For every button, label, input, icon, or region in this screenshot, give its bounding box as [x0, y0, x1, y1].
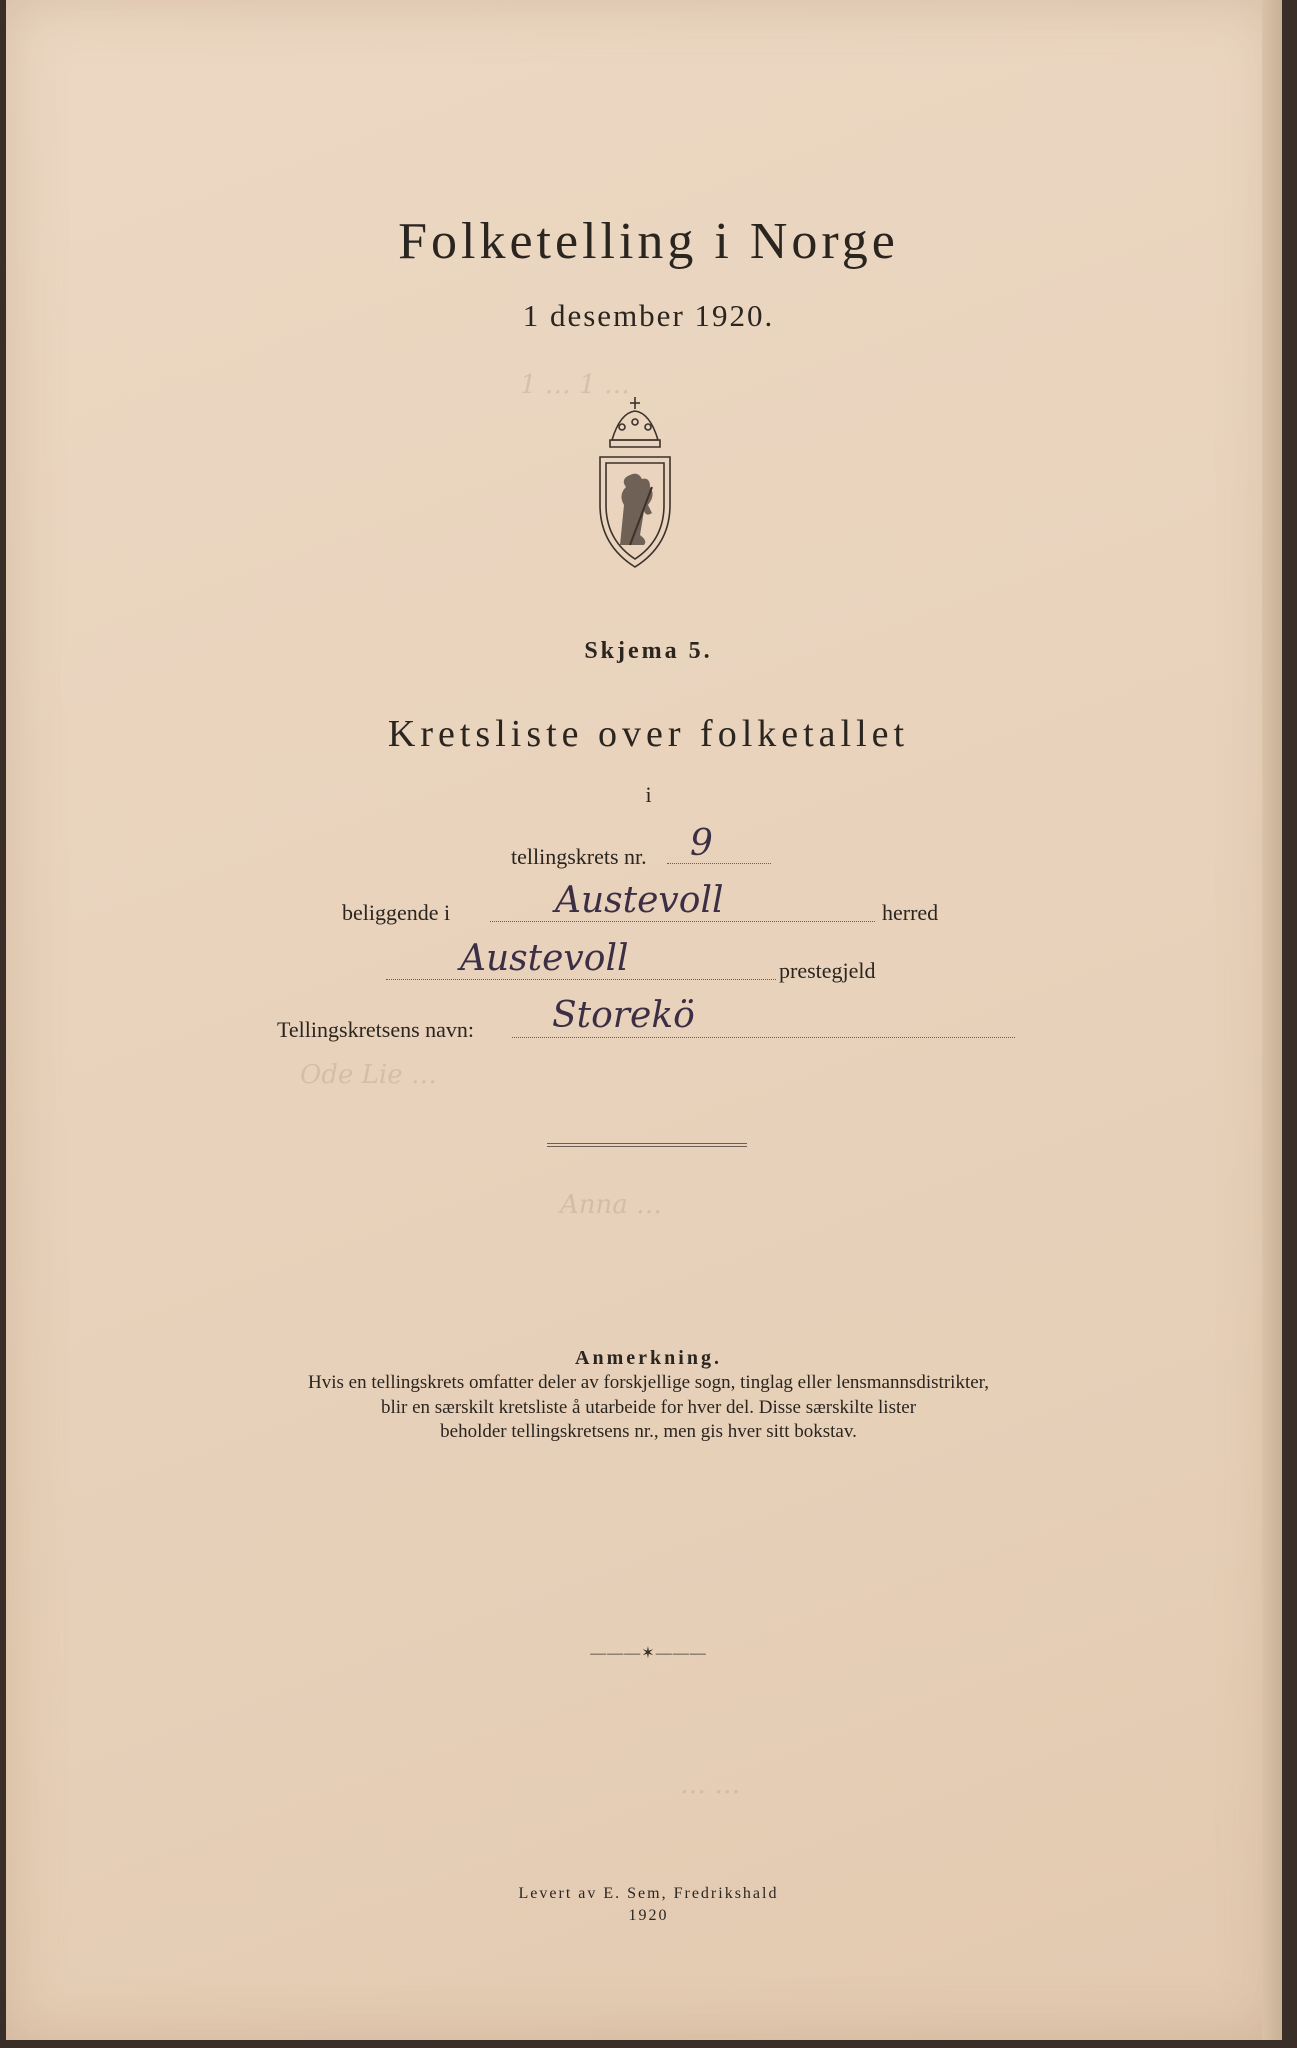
- note-line-2: blir en særskilt kretsliste å utarbeide for hver del. Disse særskilte lister: [380, 1397, 917, 1418]
- schema-number: Skjema 5.: [584, 638, 713, 664]
- prestegjeld-label: prestegjeld: [779, 958, 876, 983]
- divider-rule: [547, 1146, 747, 1147]
- krets-number-label: tellingskrets nr.: [511, 844, 647, 869]
- ornament-divider: ———✶———: [590, 1645, 707, 1662]
- krets-number-line: [667, 862, 771, 864]
- krets-name-value: Storekö: [552, 995, 695, 1036]
- herred-value: Austevoll: [555, 880, 724, 921]
- note-line-1: Hvis en tellingskrets omfatter deler av forskjellige sogn, tinglag eller lensmannsdistrikter,: [308, 1372, 989, 1393]
- document-title: Folketelling i Norge: [398, 213, 899, 270]
- printer-credit: Levert av E. Sem, Fredrikshald: [518, 1885, 779, 1902]
- krets-number-value: 9: [690, 823, 713, 864]
- note-line-3: beholder tellingskretsens nr., men gis hver sitt bokstav.: [440, 1421, 857, 1442]
- krets-name-line: [512, 1036, 1015, 1038]
- printer-year: 1920: [628, 1907, 669, 1924]
- herred-label: herred: [882, 900, 939, 925]
- note-title: Anmerkning.: [575, 1347, 722, 1369]
- divider-rule: [547, 1143, 747, 1144]
- heading-connector: i: [645, 782, 652, 807]
- form-heading: Kretsliste over folketallet: [387, 713, 910, 755]
- census-date: 1 desember 1920.: [522, 298, 775, 333]
- norwegian-coat-of-arms-icon: [590, 395, 680, 570]
- krets-name-label: Tellingskretsens navn:: [277, 1017, 475, 1042]
- prestegjeld-value: Austevoll: [460, 938, 629, 979]
- beliggende-label: beliggende i: [342, 900, 451, 925]
